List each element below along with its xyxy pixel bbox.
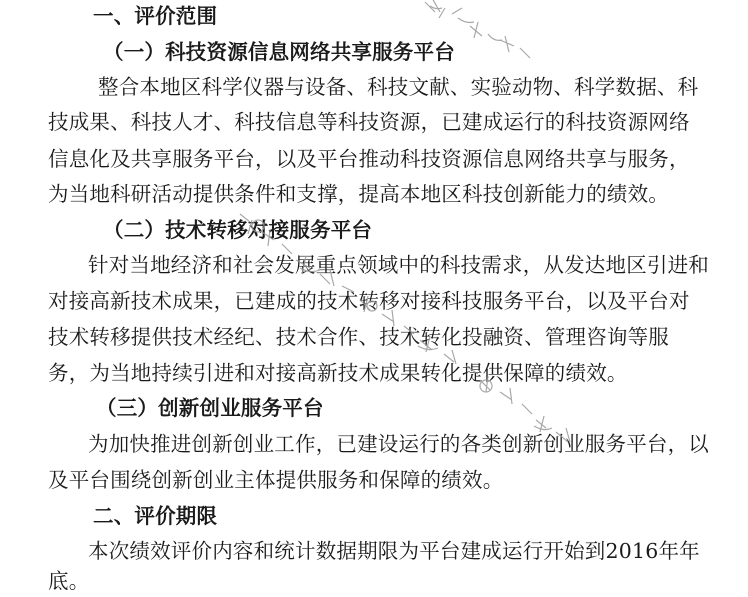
paragraph-line: 信息化及共享服务平台，以及平台推动科技资源信息网络共享与服务， (48, 147, 690, 171)
paragraph-line: 整合本地区科学仪器与设备、科技文献、实验动物、科学数据、科 (98, 75, 699, 99)
subsection-heading-resource-platform: （一）科技资源信息网络共享服务平台 (103, 40, 455, 64)
paragraph-line: 务，为当地持续引进和对接高新技术成果转化提供保障的绩效。 (48, 361, 628, 385)
paragraph-line: 技成果、科技人才、科技信息等科技资源，已建成运行的科技资源网络 (48, 110, 690, 134)
section-heading-scope: 一、评价范围 (93, 4, 218, 28)
paragraph-line: 为加快推进创新创业工作，已建设运行的各类创新创业服务平台，以 (88, 432, 709, 456)
paragraph-line: 为当地科研活动提供条件和支撑，提高本地区科技创新能力的绩效。 (48, 182, 669, 206)
paragraph-line: 技术转移提供技术经纪、技术合作、技术转化投融资、管理咨询等服 (48, 325, 669, 349)
paragraph-line: 针对当地经济和社会发展重点领域中的科技需求，从发达地区引进和 (88, 253, 709, 277)
paragraph-line: 本次绩效评价内容和统计数据期限为平台建成运行开始到2016年年 (88, 539, 700, 563)
paragraph-line: 底。 (48, 569, 90, 593)
section-heading-period: 二、评价期限 (93, 504, 218, 528)
subsection-heading-transfer-platform: （二）技术转移对接服务平台 (103, 218, 373, 242)
subsection-heading-innovation-platform: （三）创新创业服务平台 (96, 396, 324, 420)
paragraph-line: 对接高新技术成果，已建成的技术转移对接科技服务平台，以及平台对 (48, 289, 690, 313)
paragraph-line: 及平台围绕创新创业主体提供服务和保障的绩效。 (48, 468, 504, 492)
